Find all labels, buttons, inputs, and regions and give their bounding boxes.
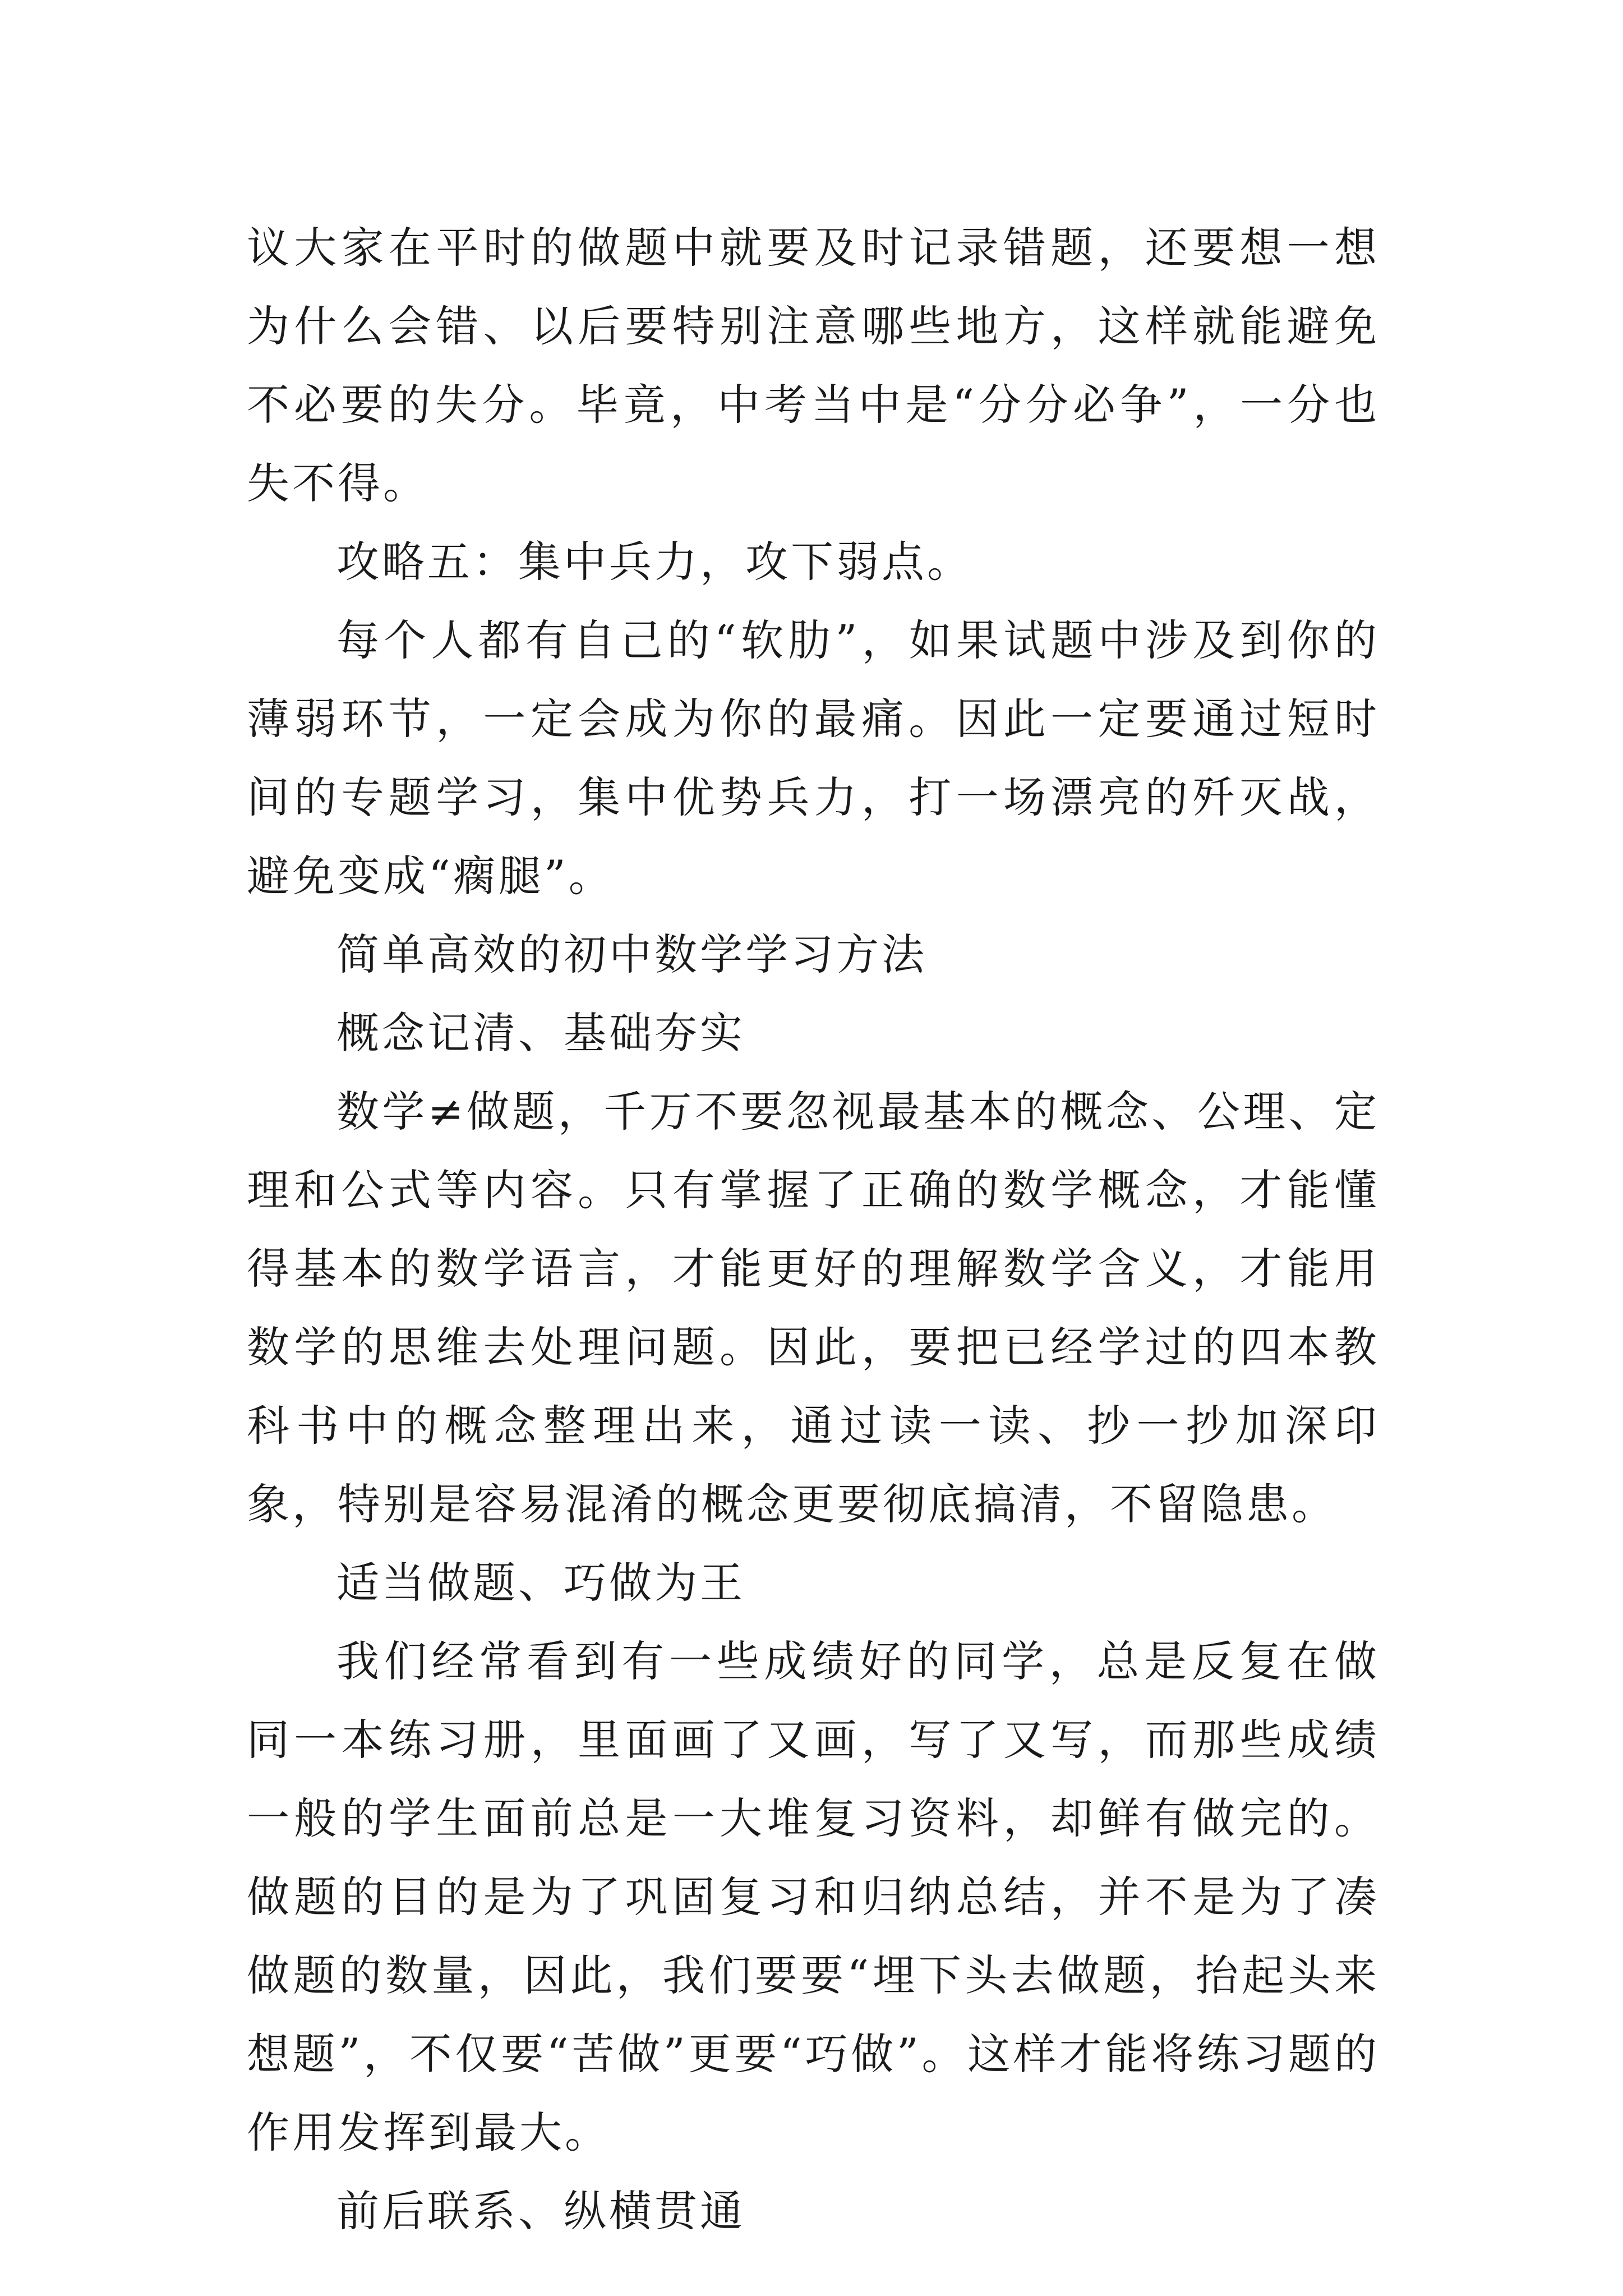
section-heading-strategy-five: 攻略五：集中兵力，攻下弱点。 bbox=[336, 537, 972, 587]
subheading-concepts: 概念记清、基础夯实 bbox=[336, 1008, 745, 1058]
paragraph-continuation: 议大家在平时的做题中就要及时记录错题，还要想一想为什么会错、以后要特别注意哪些地方，这样就能避免不必要的失分。毕竟，中考当中是“分分必争”，一分也失不得。 bbox=[247, 223, 1380, 508]
subheading-connections: 前后联系、纵横贯通 bbox=[336, 2186, 745, 2236]
section-heading-math-methods: 简单高效的初中数学学习方法 bbox=[336, 930, 927, 979]
paragraph: 我们经常看到有一些成绩好的同学，总是反复在做同一本练习册，里面画了又画，写了又写，而那些成绩一般的学生面前总是一大堆复习资料，却鲜有做完的。做题的目的是为了巩固复习和归纳总结，并不是为了凑做题的数量，因此，我们要要“埋下头去做题，抬起头来想题”，不仅要“苦做”更要“巧做”。这样才能将练习题的作用发挥到最大。 bbox=[247, 1636, 1380, 2157]
paragraph: 数学≠做题，千万不要忽视最基本的概念、公理、定理和公式等内容。只有掌握了正确的数学概念，才能懂得基本的数学语言，才能更好的理解数学含义，才能用数学的思维去处理问题。因此，要把已经学过的四本教科书中的概念整理出来，通过读一读、抄一抄加深印象，特别是容易混淆的概念更要彻底搞清，不留隐患。 bbox=[247, 1087, 1380, 1529]
paragraph: 每个人都有自己的“软肋”，如果试题中涉及到你的薄弱环节，一定会成为你的最痛。因此一定要通过短时间的专题学习，集中优势兵力，打一场漂亮的歼灭战，避免变成“瘸腿”。 bbox=[247, 615, 1380, 901]
subheading-practice: 适当做题、巧做为王 bbox=[336, 1558, 745, 1608]
document-body bbox=[247, 209, 1380, 2251]
